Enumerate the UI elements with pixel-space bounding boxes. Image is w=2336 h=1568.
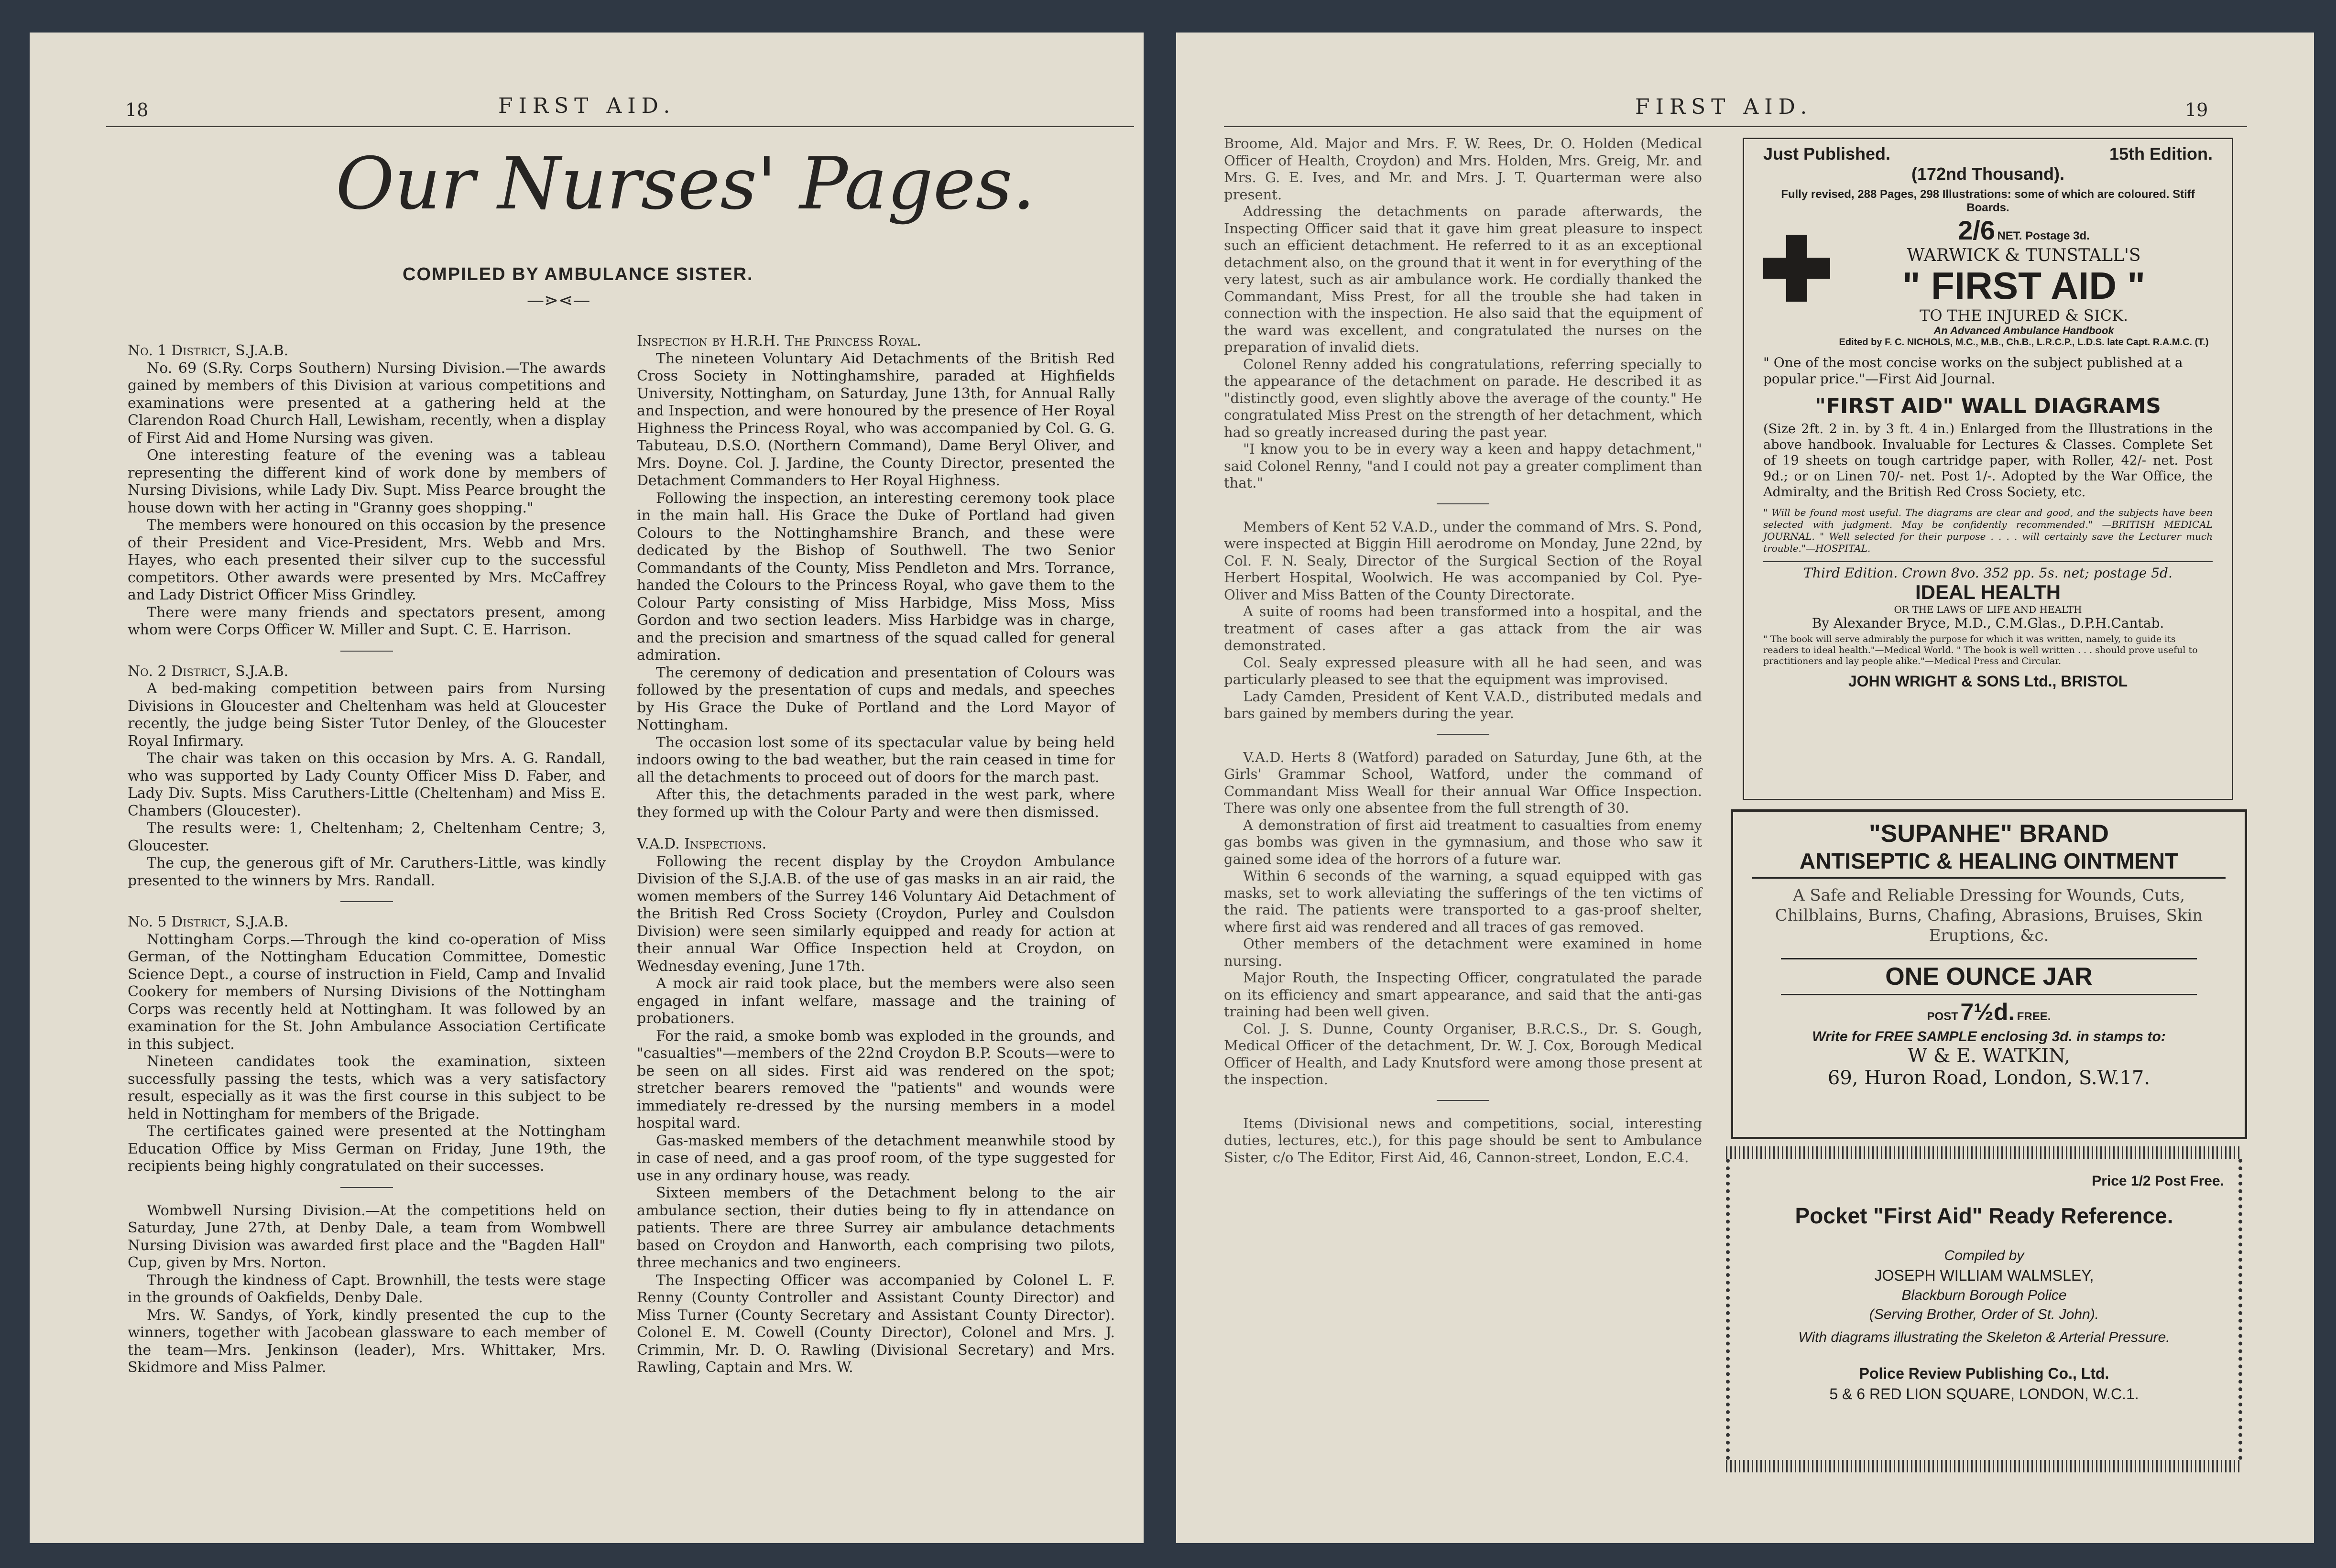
ad-quote: " One of the most concise works on the subject published at a popular price."—First Aid Journal. xyxy=(1763,355,2183,387)
paragraph: Col. Sealy expressed pleasure with all he had seen, and was particularly pleased to see that the equipment was improvised. xyxy=(1224,654,1702,687)
ad-line: With diagrams illustrating the Skeleton & Arterial Pressure. xyxy=(1798,1329,2170,1345)
ad-heading: "SUPANHE" BRAND xyxy=(1869,820,2109,848)
paragraph: The ceremony of dedication and presentation of Colours was followed by the presentation of cups and medals, and speeches by His Grace the Duke of Portland and the Lord Mayor of Nottingham. xyxy=(637,664,1115,733)
ad-text: " Will be found most useful. The diagrams are clear and good, and the subjects have been selected with judgment. May be confidently recommended." —BRITISH MEDICAL JOURNAL. " Well selected for their purpose . . . . will certainly save the Lecturer much trouble."—HOSPITAL. xyxy=(1763,507,2213,554)
ad-divider xyxy=(1763,561,2213,562)
ad-line: 15th Edition. xyxy=(2109,144,2213,163)
paragraph: Nineteen candidates took the examination, sixteen successfully passing the tests, which was a very satisfactory result, especially as it was the first course in this subject to be held in Nottingham for members of the Brigade. xyxy=(128,1053,606,1122)
ad-line: OR THE LAWS OF LIFE AND HEALTH xyxy=(1894,604,2082,615)
ad-price: Price 1/2 Post Free. xyxy=(2092,1173,2224,1189)
paragraph: Colonel Renny added his congratulations, referring specially to the appearance of the detachment on parade. He described it as "distinctly good, even slightly above the average of the county." He congratulated Miss Prest on the strength of her detachment, which had so greatly increased during the past year. xyxy=(1224,356,1702,440)
right-page xyxy=(1176,33,2314,1543)
paragraph: The chair was taken on this occasion by Mrs. A. G. Randall, who was supported by Lady County Officer Miss D. Faber, and Lady Div. Supts. Miss Caruthers-Little (Cheltenham) and Miss E. Chambers (Gloucester). xyxy=(128,750,606,819)
paragraph: Following the inspection, an interesting ceremony took place in the main hall. His Grace the Duke of Portland had given Colours to the Nottinghamshire Branch, and these were dedicated by the Bishop of Southwell. The two Senior Commandants of the County, Miss Pendleton and Mrs. Torrance, handed the Colours to the Princess Royal, who gave them to the Colour Party consisting of Miss Harbidge, Miss Moss, Miss Gordon and two section leaders. Miss Harbidge was in charge, and the precision and smartness of the squad called for general admiration. xyxy=(637,490,1115,664)
paragraph: No. 69 (S.Ry. Corps Southern) Nursing Division.—The awards gained by members of this Division at various competitions and examinations were presented at a gathering held at the Clarendon Road Church Hall, Lewisham, recently, when a display of First Aid and Home Nursing was given. xyxy=(128,359,606,446)
ad-border-stripe xyxy=(1726,1146,2242,1159)
separator xyxy=(340,651,393,652)
ad-heading: IDEAL HEALTH xyxy=(1915,581,2061,603)
ad-address: 69, Huron Road, London, S.W.17. xyxy=(1827,1067,2150,1089)
separator xyxy=(1437,503,1489,504)
ad-line: TO THE INJURED & SICK. xyxy=(1919,306,2129,325)
ad-address: 5 & 6 RED LION SQUARE, LONDON, W.C.1. xyxy=(1829,1385,2139,1403)
ad-line: Fully revised, 288 Pages, 298 Illustrations: some of which are coloured. Stiff Boards. xyxy=(1781,188,2195,214)
ad-text: A Safe and Reliable Dressing for Wounds, Cuts, Chilblains, Burns, Chafing, Abrasions, Bruises, Skin Eruptions, &c. xyxy=(1775,886,2203,945)
paragraph: Within 6 seconds of the warning, a squad equipped with gas masks, set to work alleviating the sufferings of the ten victims of the raid. The patients were transported to a gas-proof shelter, where first aid was rendered and all traces of gas removed. xyxy=(1224,868,1702,935)
paragraph: For the raid, a smoke bomb was exploded in the grounds, and "casualties"—members of the 22nd Croydon B.P. Scouts—were to be seen on all sides. First aid was rendered on the spot; stretcher bearers removed the "patients" and wounds were immediately re-dressed by the nursing members in a model hospital ward. xyxy=(637,1027,1115,1132)
paragraph: A demonstration of first aid treatment to casualties from enemy gas bombs was given in the gymnasium, and those who saw it gained some idea of the horrors of a future war. xyxy=(1224,817,1702,867)
ornament: —⋗⋖— xyxy=(527,291,590,310)
red-cross-icon xyxy=(1763,235,1830,304)
paragraph: Items (Divisional news and competitions, social, interesting duties, lectures, etc.), for this page should be sent to Ambulance Sister, c/o The Editor, First Aid, 46, Cannon-street, London, E.C.4. xyxy=(1224,1115,1702,1165)
separator xyxy=(1437,734,1489,735)
paragraph: A mock air raid took place, but the members were also seen engaged in infant welfare, massage and the training of probationers. xyxy=(637,975,1115,1027)
ad-price: 7½d. xyxy=(1960,999,2015,1025)
section-heading: V.A.D. Inspections. xyxy=(637,836,767,852)
ad-border-stripe xyxy=(1726,1460,2242,1472)
paragraph: "I know you to be in every way a keen and happy detachment," said Colonel Renny, "and I could not pay a greater compliment than that." xyxy=(1224,441,1702,491)
paragraph: Through the kindness of Capt. Brownhill, the tests were stage in the grounds of Oakfields, Denby Dale. xyxy=(128,1272,606,1306)
paragraph: The Inspecting Officer was accompanied by Colonel L. F. Renny (County Controller and Assistant County Director) and Miss Turner (County Secretary and Assistant County Director). Colonel E. M. Cowell (County Director), Colonel and Mrs. J. Crimmin, Mr. D. O. Rawling (Divisional Secretary) and Mrs. Rawling, Captain and Mrs. W. xyxy=(637,1272,1115,1376)
column-right xyxy=(1224,135,1702,1166)
ad-line: By Alexander Bryce, M.D., C.M.Glas., D.P.H.Cantab. xyxy=(1812,615,2164,631)
paragraph: A suite of rooms had been transformed into a hospital, and the treatment of cases after a gas attack from the air was demonstrated. xyxy=(1224,603,1702,653)
paragraph: Wombwell Nursing Division.—At the competitions held on Saturday, June 27th, at Denby Dale, a team from Wombwell Nursing Division was awarded first place and the "Bagden Hall" Cup, given by Mrs. Norton. xyxy=(128,1202,606,1271)
paragraph: Mrs. W. Sandys, of York, kindly presented the cup to the winners, together with Jacobean glassware to each member of the team—Mrs. Jenkinson (leader), Mrs. Whittaker, Mrs. Skidmore and Miss Palmer. xyxy=(128,1307,606,1376)
column-2 xyxy=(637,329,1115,1377)
ad-line: (172nd Thousand). xyxy=(1911,164,2064,184)
ad-line: An Advanced Ambulance Handbook xyxy=(1933,325,2114,337)
page-number: 19 xyxy=(2185,99,2208,120)
left-page xyxy=(30,33,1144,1543)
ad-heading: Pocket "First Aid" Ready Reference. xyxy=(1795,1203,2173,1228)
separator xyxy=(340,1187,393,1188)
paragraph: The results were: 1, Cheltenham; 2, Cheltenham Centre; 3, Gloucester. xyxy=(128,820,606,854)
advert-first-aid-book xyxy=(1743,138,2233,800)
ad-author: JOSEPH WILLIAM WALMSLEY, xyxy=(1874,1267,2094,1284)
section-heading: No. 2 District, S.J.A.B. xyxy=(128,663,289,680)
ad-heading: ANTISEPTIC & HEALING OINTMENT xyxy=(1752,848,2226,879)
section-heading: No. 5 District, S.J.A.B. xyxy=(128,914,289,930)
paragraph: There were many friends and spectators present, among whom were Corps Officer W. Miller and Supt. C. E. Harrison. xyxy=(128,604,606,638)
paragraph: Following the recent display by the Croydon Ambulance Division of the S.J.A.B. of the use of gas masks in an air raid, the women members of the Surrey 146 Voluntary Aid Detachment of the British Red Cross Society (Croydon, Purley and Coulsdon Division) were seen similarly equipped and ready for action at their annual War Office Inspection held at Croydon, on Wednesday evening, June 17th. xyxy=(637,853,1115,975)
ad-line: Third Edition. Crown 8vo. 352 pp. 5s. net; postage 5d. xyxy=(1803,565,2172,581)
paragraph: Gas-masked members of the detachment meanwhile stood by in case of need, and a gas proof room, of the type suggested for use in any ordinary house, was ready. xyxy=(637,1132,1115,1184)
section-heading: Inspection by H.R.H. The Princess Royal. xyxy=(637,333,921,349)
paragraph: V.A.D. Herts 8 (Watford) paraded on Saturday, June 6th, at the Girls' Grammar School, Watford, under the command of Commandant Miss Weall for their annual War Office Inspection. There was only one absentee from the full strength of 30. xyxy=(1224,749,1702,816)
advert-supanhe-ointment xyxy=(1731,809,2247,1139)
paragraph: After this, the detachments paraded in the west park, where they formed up with the Colour Party and were then dismissed. xyxy=(637,786,1115,821)
paragraph: Lady Camden, President of Kent V.A.D., distributed medals and bars gained by members during the year. xyxy=(1224,688,1702,721)
ad-price-note: NET. Postage 3d. xyxy=(1997,229,2090,242)
ad-text: (Size 2ft. 2 in. by 3 ft. 4 in.) Enlarged from the Illustrations in the above handbook. Invaluable for Lectures & Classes. Complete Set of 19 sheets on tough cartridge paper, with Roller, 42/- net. Post 9d.; or on Linen 70/- net. Post 1/-. Adopted by the War Office, the Admiralty, and the British Red Cross Society, etc. xyxy=(1763,422,2213,500)
paragraph: The certificates gained were presented at the Nottingham Education Office by Miss German on Friday, June 19th, the recipients being highly congratulated on their successes. xyxy=(128,1123,606,1175)
paragraph: A bed-making competition between pairs from Nursing Divisions in Gloucester and Cheltenham was held at Gloucester recently, the judge being Sister Tutor Denley, of the Gloucester Royal Infirmary. xyxy=(128,680,606,750)
ad-authors: WARWICK & TUNSTALL'S xyxy=(1907,246,2141,265)
ad-line: (Serving Brother, Order of St. John). xyxy=(1869,1307,2099,1322)
paragraph: Col. J. S. Dunne, County Organiser, B.R.C.S., Dr. S. Gough, Medical Officer of the detachment, Dr. W. J. Cox, Borough Medical Officer of Health, and Lady Knutsford were among those present at the inspection. xyxy=(1224,1020,1702,1088)
separator xyxy=(340,901,393,902)
ad-line: FREE. xyxy=(2017,1010,2051,1023)
paragraph: Other members of the detachment were examined in home nursing. xyxy=(1224,936,1702,969)
page-title: Our Nurses' Pages. xyxy=(336,142,1036,226)
header-rule xyxy=(1224,126,2247,127)
header-rule xyxy=(106,126,1134,127)
ad-line: Edited by F. C. NICHOLS, M.C., M.B., Ch.B., L.R.C.P., L.D.S. late Capt. R.A.M.C. (T.) xyxy=(1839,337,2209,348)
paragraph: The occasion lost some of its spectacular value by being held indoors owing to the bad weather, but the rain ceased in time for all the detachments to proceed out of doors for the march past. xyxy=(637,734,1115,786)
paragraph: Major Routh, the Inspecting Officer, congratulated the parade on its efficiency and smart appearance, and said that the anti-gas training had been well given. xyxy=(1224,969,1702,1020)
page-subtitle: COMPILED BY AMBULANCE SISTER. xyxy=(403,264,753,284)
advert-pocket-first-aid xyxy=(1726,1146,2242,1481)
ad-line: Blackburn Borough Police xyxy=(1901,1287,2067,1303)
ad-text: " The book will serve admirably the purpose for which it was written, namely, to guide its readers to ideal health."—Medical World. " The book is well written . . . should prove useful to practitioners and lay people alike."—Medical Press and Circular. xyxy=(1763,634,2198,666)
ad-line: Write for FREE SAMPLE enclosing 3d. in stamps to: xyxy=(1812,1029,2166,1045)
ad-company: W & E. WATKIN, xyxy=(1907,1045,2071,1067)
paragraph: Addressing the detachments on parade afterwards, the Inspecting Officer said that it gave him great pleasure to inspect such an efficient detachment. He referred to it as an exceptional detachment also, on the ground that it went in for everything of the very latest, such as air ambulance work. He cordially thanked the Commandant, Miss Prest, for all the trouble she had taken in connection with the inspection. He also said that the equipment of the ward was excellent, and congratulated the nurses on the preparation of invalid diets. xyxy=(1224,203,1702,355)
ad-publisher: Police Review Publishing Co., Ltd. xyxy=(1859,1365,2109,1382)
ad-heading: ONE OUNCE JAR xyxy=(1781,958,2197,995)
separator xyxy=(1437,1100,1489,1101)
page-number: 18 xyxy=(125,99,149,120)
paragraph: Sixteen members of the Detachment belong to the air ambulance section, their duties being to fly in attendance on patients. There are three Surrey air ambulance detachments based on Croydon and Hanworth, each comprising two pilots, three mechanics and two engineers. xyxy=(637,1185,1115,1271)
ad-line: Just Published. xyxy=(1763,144,1891,163)
ad-heading: "FIRST AID" WALL DIAGRAMS xyxy=(1815,394,2161,418)
ad-line: Compiled by xyxy=(1944,1248,2024,1263)
paragraph: The nineteen Voluntary Aid Detachments of the British Red Cross Society in Nottinghamshire, paraded at Highfields University, Nottingham, on Saturday, June 13th, for Annual Rally and Inspection, and were honoured by the presence of Her Royal Highness the Princess Royal, who was accompanied by Col. G. G. Tabuteau, D.S.O. (Northern Command), Dame Beryl Oliver, and Mrs. Doyne. Col. J. Jardine, the County Director, presented the Detachment Commanders to Her Royal Highness. xyxy=(637,350,1115,489)
paragraph: Broome, Ald. Major and Mrs. F. W. Rees, Dr. O. Holden (Medical Officer of Health, Croydon) and Mrs. Holden, Mrs. Greig, Mr. and Mrs. G. E. Ives, and Mr. and Mrs. J. T. Quarterman were also present. xyxy=(1224,135,1702,203)
ad-publisher: JOHN WRIGHT & SONS Ltd., BRISTOL xyxy=(1848,673,2128,690)
ad-price: 2/6 xyxy=(1958,215,1995,245)
running-head: FIRST AID. xyxy=(1635,95,1813,119)
paragraph: One interesting feature of the evening was a tableau representing the different kind of work done by members of Nursing Divisions, while Lady Div. Supt. Miss Pearce brought the house down with her acting in "Granny goes shopping." xyxy=(128,447,606,516)
column-1 xyxy=(128,338,606,1377)
paragraph: Nottingham Corps.—Through the kind co-operation of Miss German, of the Nottingham Education Committee, Domestic Science Dept., a course of instruction in Field, Camp and Invalid Cookery for members of Nursing Divisions of the Nottingham Corps was recently held at Nottingham. It was followed by an examination for the St. John Ambulance Association Certificate in this subject. xyxy=(128,931,606,1053)
paragraph: The members were honoured on this occasion by the presence of their President and Vice-President, Mrs. Webb and Mrs. Hayes, who each presented their silver cup to the successful competitors. Other awards were presented by Mrs. McCaffrey and Lady District Officer Miss Grindley. xyxy=(128,517,606,603)
ad-book-title: " FIRST AID " xyxy=(1902,264,2146,307)
running-head: FIRST AID. xyxy=(498,94,676,118)
paragraph: The cup, the generous gift of Mr. Caruthers-Little, was kindly presented to the winners by Mrs. Randall. xyxy=(128,855,606,889)
ad-line: POST xyxy=(1927,1010,1958,1023)
paragraph: Members of Kent 52 V.A.D., under the command of Mrs. S. Pond, were inspected at Biggin Hill aerodrome on Monday, June 22nd, by Col. F. N. Sealy, Director of the Surgical Section of the Royal Herbert Hospital, Woolwich. He was accompanied by Col. Pye-Oliver and Miss Batten of the County Directorate. xyxy=(1224,518,1702,603)
section-heading: No. 1 District, S.J.A.B. xyxy=(128,342,289,359)
